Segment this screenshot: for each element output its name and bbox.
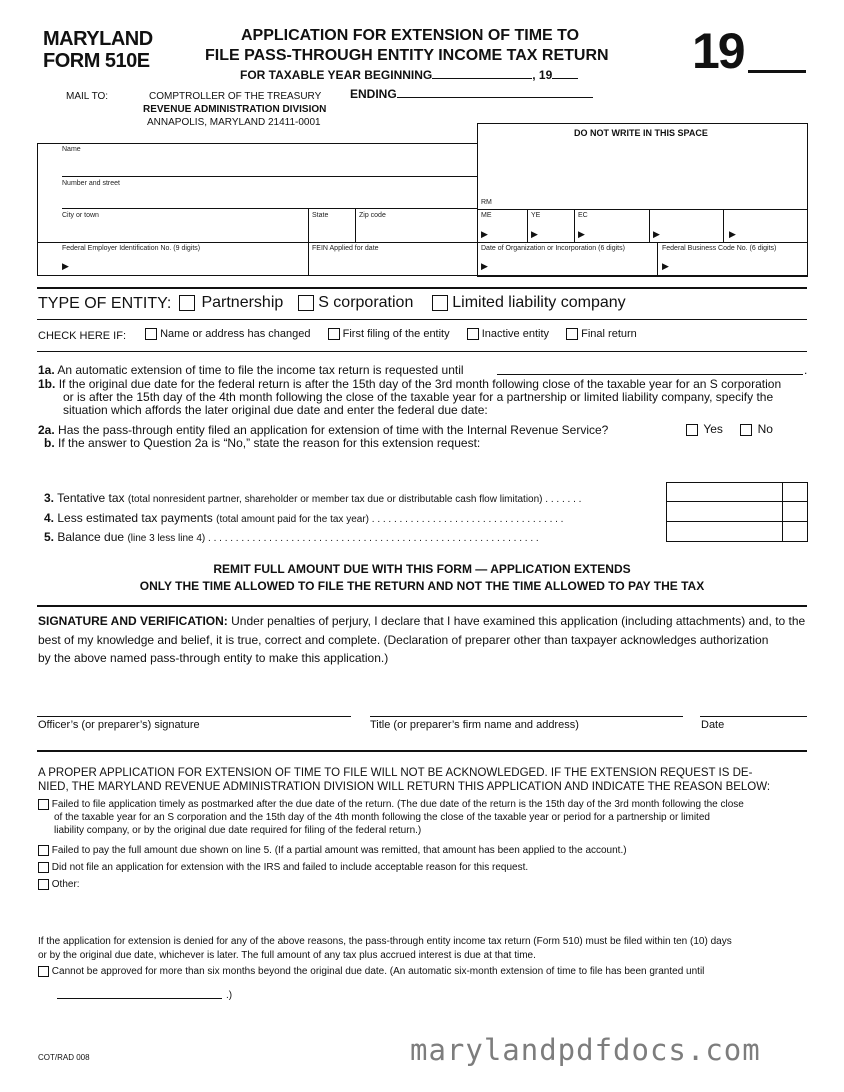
zip-field[interactable] <box>357 220 475 240</box>
date-label: Date <box>701 719 725 731</box>
reason-other-field[interactable] <box>90 877 804 921</box>
reason-1: Failed to file application timely as postmarked after the due date of the return. (The due date of the return is the 15th day of the 3rd month following the close of the taxable year for an S corporation and the 15th day of the 4th month following the close of the taxable year or period for a partnership or limited liability company, or by the original due date required for filing of the federal return.) <box>38 799 808 836</box>
fein-arrow: ▶ <box>62 261 69 271</box>
city-field[interactable] <box>38 220 306 240</box>
line-4: 4. Less estimated tax payments (total amount paid for the tax year) . . . . . . . . . . . . . . . . . . . . . . . . . . . . . . . . . . . <box>44 511 564 525</box>
signature-text-line2: best of my knowledge and belief, it is true, correct and complete. (Declaration of preparer other than taxpayer acknowledges authorization <box>38 633 769 647</box>
final-return-label: Final return <box>581 328 637 340</box>
date-field[interactable] <box>700 696 807 717</box>
reason-4: Other: <box>38 879 80 890</box>
office-me-arrow: ▶ <box>481 229 488 239</box>
fein-field[interactable] <box>72 255 306 273</box>
mail-to-line3: ANNAPOLIS, MARYLAND 21411-0001 <box>147 117 321 128</box>
entity-s-corp-label: S corporation <box>318 294 414 311</box>
office-me-label: ME <box>481 212 492 219</box>
fein-applied-field[interactable] <box>310 255 475 273</box>
line-5: 5. Balance due (line 3 less line 4) . . . . . . . . . . . . . . . . . . . . . . . . . . . . . . . . . . . . . . . . . . . . . . . . . . . . . . . . . . . . <box>44 530 539 544</box>
watermark: marylandpdfdocs.com <box>410 1033 761 1067</box>
entity-llc-label: Limited liability company <box>452 294 626 311</box>
mail-to-line1: COMPTROLLER OF THE TREASURY <box>149 91 322 102</box>
line-3-amount-field[interactable] <box>668 484 780 499</box>
org-date-arrow: ▶ <box>481 261 488 271</box>
name-field-label: Name <box>62 146 81 153</box>
entity-label: TYPE OF ENTITY: <box>38 295 172 312</box>
extension-until-close: .) <box>226 990 233 1001</box>
form-title-line2: FILE PASS-THROUGH ENTITY INCOME TAX RETURN <box>205 47 609 64</box>
fein-field-label: Federal Employer Identification No. (9 digits) <box>62 245 201 252</box>
business-code-arrow: ▶ <box>662 261 669 271</box>
q1a-date-field[interactable] <box>497 362 803 375</box>
form-number: FORM 510E <box>43 50 150 72</box>
line-5-amount-field[interactable] <box>668 523 780 539</box>
remit-notice-line1: REMIT FULL AMOUNT DUE WITH THIS FORM — APPLICATION EXTENDS <box>213 562 631 576</box>
name-field[interactable] <box>38 155 476 175</box>
reason-2-checkbox[interactable] <box>38 845 49 856</box>
first-filing-checkbox[interactable] <box>328 328 340 340</box>
mail-to-line2: REVENUE ADMINISTRATION DIVISION <box>143 104 327 115</box>
entity-options <box>179 294 626 312</box>
q1b-line2: or is after the 15th day of the 4th month following the close of the taxable year for a partnership or limited liability company, specify the <box>63 390 774 404</box>
year-suffix-line <box>748 70 806 73</box>
q2a-yes-checkbox[interactable] <box>686 424 698 436</box>
q1b-line3: situation which affords the later original due date and enter the federal due date: <box>63 403 488 417</box>
street-field[interactable] <box>38 189 476 207</box>
q2b: b. If the answer to Question 2a is “No,” state the reason for this extension request: <box>44 436 481 450</box>
state-field-label: State <box>312 212 329 219</box>
denial-notice-line1: A PROPER APPLICATION FOR EXTENSION OF TIME TO FILE WILL NOT BE ACKNOWLEDGED. IF THE EXTENSION REQUEST IS DE- <box>38 767 753 779</box>
name-changed-label: Name or address has changed <box>160 328 311 340</box>
signature-text-line3: by the above named pass-through entity to make this application.) <box>38 651 389 665</box>
office-rm-label: RM <box>481 199 492 206</box>
org-date-field[interactable] <box>491 255 655 273</box>
line-3: 3. Tentative tax (total nonresident partner, shareholder or member tax due or distributable cash flow limitation) . . . . . . . <box>44 491 582 505</box>
line-4-amount-field[interactable] <box>668 503 780 519</box>
office-ye-label: YE <box>531 212 541 219</box>
office-field4-arrow: ▶ <box>653 229 660 239</box>
signature-text-line1: SIGNATURE AND VERIFICATION: Under penalties of perjury, I declare that I have examined this application (including attachments) and, to the <box>38 614 806 628</box>
denied-text-line1: If the application for extension is denied for any of the above reasons, the pass-through entity income tax return (Form 510) must be filed within ten (10) days <box>38 936 732 947</box>
office-use-heading: DO NOT WRITE IN THIS SPACE <box>574 128 708 138</box>
office-ec-label: EC <box>578 212 588 219</box>
officer-signature-field[interactable] <box>37 696 351 717</box>
q2a-answer <box>686 422 773 436</box>
q1a: 1a. An automatic extension of time to file the income tax return is requested until <box>38 363 464 377</box>
title-label: Title (or preparer’s firm name and address) <box>370 719 579 731</box>
street-field-label: Number and street <box>62 180 120 187</box>
reason-1-checkbox[interactable] <box>38 799 49 810</box>
q2b-reason-field[interactable] <box>63 450 803 478</box>
extension-until-field[interactable] <box>57 986 222 999</box>
denial-notice-line2: NIED, THE MARYLAND REVENUE ADMINISTRATION DIVISION WILL RETURN THIS APPLICATION AND INDICATE THE REASON BELOW: <box>38 781 771 793</box>
entity-rule-top <box>37 287 807 289</box>
reason-5-checkbox[interactable] <box>38 966 49 977</box>
q2a-no-label: No <box>757 422 773 436</box>
entity-partnership-checkbox[interactable] <box>179 295 195 311</box>
business-code-label: Federal Business Code No. (6 digits) <box>662 245 777 252</box>
title-field[interactable] <box>370 696 683 717</box>
name-changed-checkbox[interactable] <box>145 328 157 340</box>
inactive-entity-checkbox[interactable] <box>467 328 479 340</box>
city-field-label: City or town <box>62 212 99 219</box>
mail-to-label: MAIL TO: <box>66 91 109 102</box>
entity-s-corp-checkbox[interactable] <box>298 295 314 311</box>
reason-3: Did not file an application for extension with the IRS and failed to include acceptable reason for this request. <box>38 862 528 873</box>
reason-5: Cannot be approved for more than six months beyond the original due date. (An automatic six-month extension of time to file has been granted until <box>38 966 704 977</box>
big-year: 19 <box>692 23 744 79</box>
business-code-field[interactable] <box>672 255 804 273</box>
office-ec-arrow: ▶ <box>578 229 585 239</box>
taxable-year-label: FOR TAXABLE YEAR BEGINNING , 19 <box>240 68 578 82</box>
reason-3-checkbox[interactable] <box>38 862 49 873</box>
first-filing-label: First filing of the entity <box>342 328 450 340</box>
q2a-no-checkbox[interactable] <box>740 424 752 436</box>
fein-applied-label: FEIN Applied for date <box>312 245 379 252</box>
zip-field-label: Zip code <box>359 212 386 219</box>
reason-4-checkbox[interactable] <box>38 879 49 890</box>
check-here-options <box>145 328 637 340</box>
inactive-entity-label: Inactive entity <box>481 328 550 340</box>
office-use-box <box>477 123 808 277</box>
remit-notice-line2: ONLY THE TIME ALLOWED TO FILE THE RETURN AND NOT THE TIME ALLOWED TO PAY THE TAX <box>139 579 705 593</box>
form-title-line1: APPLICATION FOR EXTENSION OF TIME TO <box>241 27 580 44</box>
office-field5-arrow: ▶ <box>729 229 736 239</box>
final-return-checkbox[interactable] <box>566 328 578 340</box>
state-title: MARYLAND <box>43 28 153 50</box>
org-date-label: Date of Organization or Incorporation (6 digits) <box>481 245 625 252</box>
reason-2: Failed to pay the full amount due shown on line 5. (If a partial amount was remitted, that amount has been applied to the account.) <box>38 845 627 856</box>
q2a-yes-label: Yes <box>703 422 723 436</box>
entity-partnership-label: Partnership <box>201 294 284 311</box>
denied-text-line2: or by the original due date, whichever is later. The full amount of any tax plus accrued interest is due at that time. <box>38 950 536 961</box>
form-code: COT/RAD 008 <box>38 1053 90 1062</box>
check-here-label: CHECK HERE IF: <box>38 330 127 342</box>
officer-signature-label: Officer’s (or preparer’s) signature <box>38 719 200 731</box>
q2a: 2a. Has the pass-through entity filed an application for extension of time with the Internal Revenue Service? <box>38 423 609 437</box>
state-field[interactable] <box>310 220 353 240</box>
q1b-line1: 1b. If the original due date for the federal return is after the 15th day of the 3rd month following close of the taxable year for an S corporation <box>38 377 782 391</box>
office-ye-arrow: ▶ <box>531 229 538 239</box>
entity-llc-checkbox[interactable] <box>432 295 448 311</box>
ending-label: ENDING <box>350 87 593 101</box>
